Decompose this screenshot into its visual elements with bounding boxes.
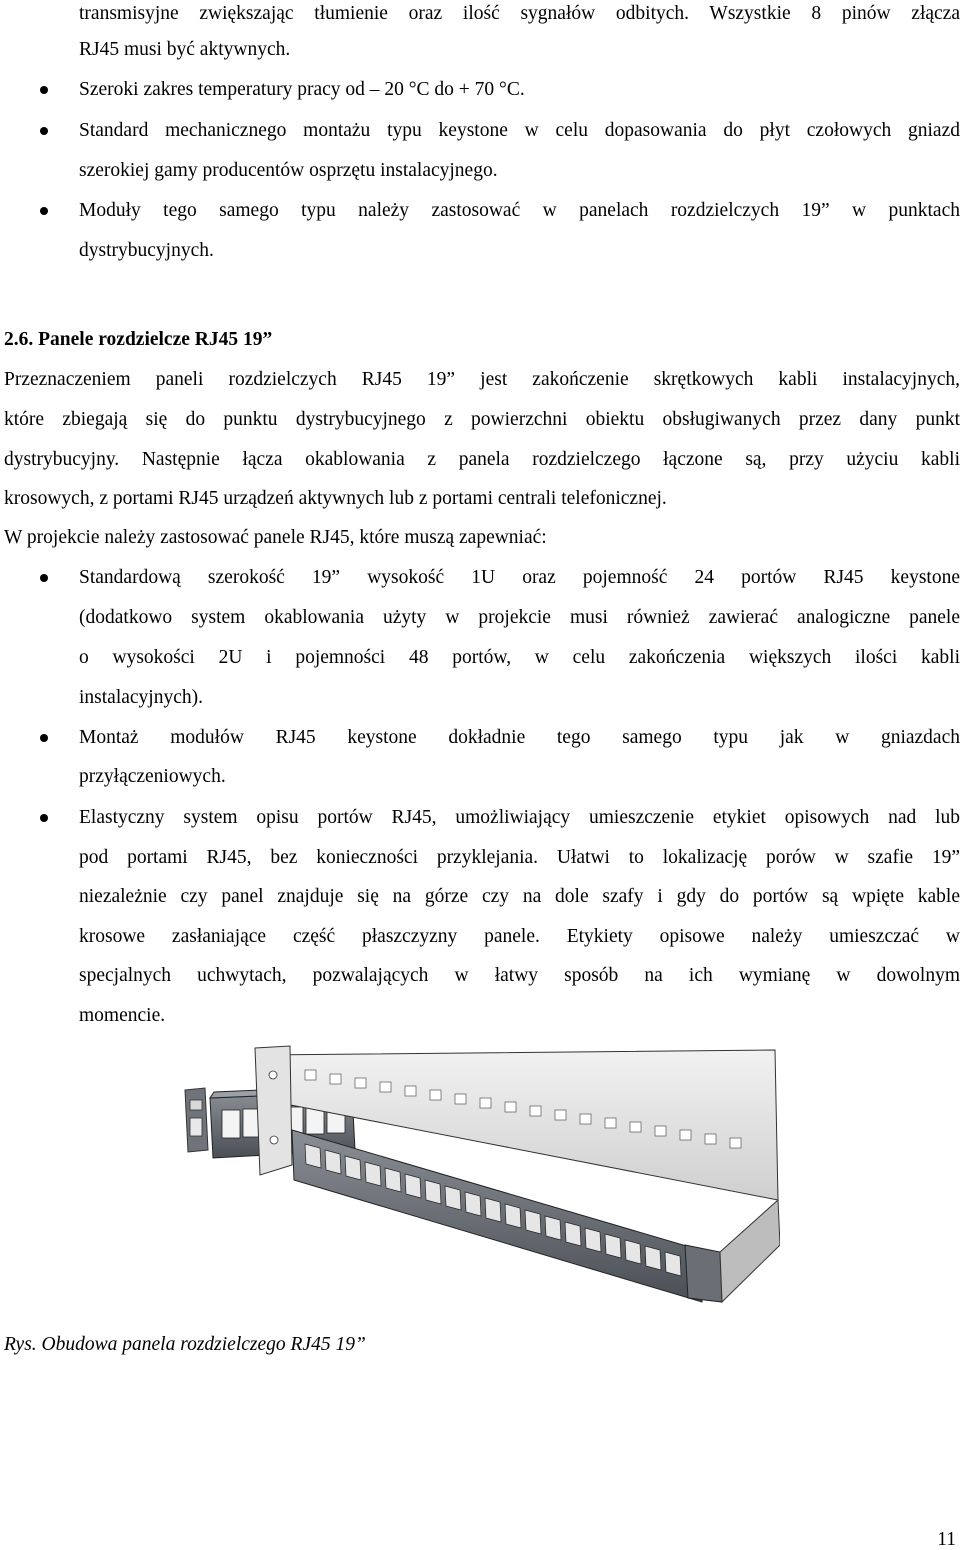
page-number: 11 bbox=[937, 1529, 956, 1550]
list-item: instalacyjnych). bbox=[79, 687, 203, 708]
list-item: specjalnych uchwytach, pozwalających w łatwy sposób na ich wymianę w dowolnym bbox=[79, 965, 960, 986]
list-item: Elastyczny system opisu portów RJ45, umożliwiający umieszczenie etykiet opisowych nad lub bbox=[79, 807, 960, 828]
list-item: pod portami RJ45, bez konieczności przyklejania. Ułatwi to lokalizację porów w szafie 19” bbox=[79, 847, 960, 868]
list-item: dystrybucyjnych. bbox=[79, 240, 214, 261]
bullet-icon bbox=[40, 574, 48, 582]
list-item: Szeroki zakres temperatury pracy od – 20 °C do + 70 °C. bbox=[79, 79, 525, 100]
list-item: Standardową szerokość 19” wysokość 1U oraz pojemność 24 portów RJ45 keystone bbox=[79, 567, 960, 588]
list-item: (dodatkowo system okablowania użyty w projekcie musi również zawierać analogiczne panele bbox=[79, 607, 960, 628]
patch-panel-illustration bbox=[180, 1040, 780, 1315]
paragraph: W projekcie należy zastosować panele RJ45, które muszą zapewniać: bbox=[4, 527, 547, 548]
list-item: o wysokości 2U i pojemności 48 portów, w celu zakończenia większych ilości kabli bbox=[79, 647, 960, 668]
bullet-icon bbox=[40, 127, 48, 135]
list-item-continuation: RJ45 musi być aktywnych. bbox=[79, 39, 291, 60]
bullet-icon bbox=[40, 207, 48, 215]
paragraph-line: Przeznaczeniem paneli rozdzielczych RJ45 19” jest zakończenie skrętkowych kabli instalacyjnych, bbox=[4, 369, 960, 390]
paragraph-line: krosowych, z portami RJ45 urządzeń aktywnych lub z portami centrali telefonicznej. bbox=[4, 488, 667, 509]
figure-caption: Rys. Obudowa panela rozdzielczego RJ45 19” bbox=[4, 1334, 366, 1355]
section-heading: 2.6. Panele rozdzielcze RJ45 19” bbox=[4, 329, 273, 350]
list-item: przyłączeniowych. bbox=[79, 766, 226, 787]
list-item: momencie. bbox=[79, 1005, 166, 1026]
list-item: Standard mechanicznego montażu typu keystone w celu dopasowania do płyt czołowych gniazd bbox=[79, 120, 960, 141]
bullet-icon bbox=[40, 86, 48, 94]
panel-body bbox=[255, 1046, 780, 1302]
bullet-icon bbox=[40, 814, 48, 822]
list-item: krosowe zasłaniające część płaszczyzny panele. Etykiety opisowe należy umieszczać w bbox=[79, 926, 960, 947]
paragraph-line: dystrybucyjny. Następnie łącza okablowania z panela rozdzielczego łączone są, przy użyciu kabli bbox=[4, 449, 960, 470]
bullet-icon bbox=[40, 734, 48, 742]
keystone-module bbox=[185, 1088, 208, 1152]
list-item: szerokiej gamy producentów osprzętu instalacyjnego. bbox=[79, 160, 498, 181]
list-item: Montaż modułów RJ45 keystone dokładnie tego samego typu jak w gniazdach bbox=[79, 727, 960, 748]
list-item-continuation: transmisyjne zwiększając tłumienie oraz ilość sygnałów odbitych. Wszystkie 8 pinów złącza bbox=[79, 3, 960, 24]
list-item: Moduły tego samego typu należy zastosować w panelach rozdzielczych 19” w punktach bbox=[79, 200, 960, 221]
list-item: niezależnie czy panel znajduje się na górze czy na dole szafy i gdy do portów są wpięte kable bbox=[79, 886, 960, 907]
paragraph-line: które zbiegają się do punktu dystrybucyjnego z powierzchni obiektu obsługiwanych przez dany punkt bbox=[4, 409, 960, 430]
